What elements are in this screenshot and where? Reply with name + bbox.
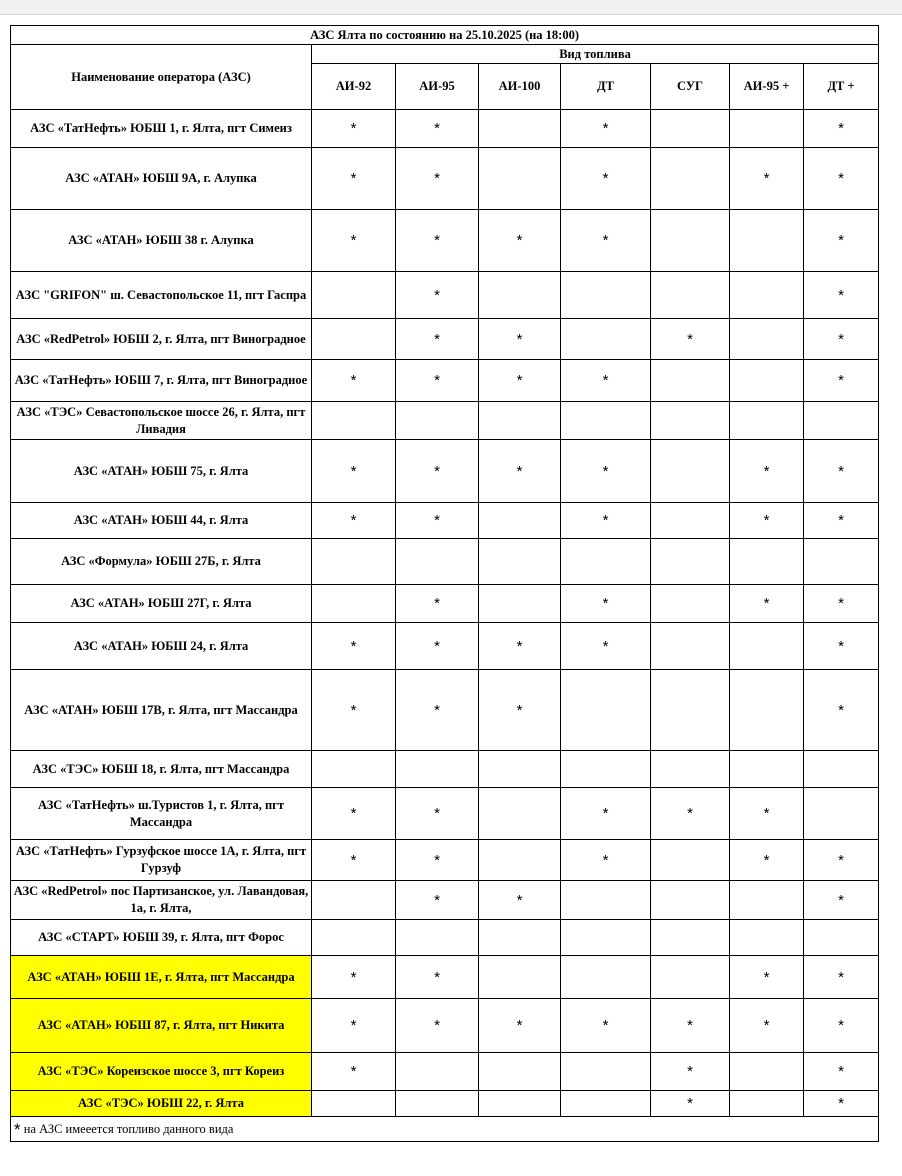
fuel-cell-dt-plus xyxy=(804,999,879,1053)
fuel-cell-ai95 xyxy=(396,623,479,670)
footnote-text: на АЗС имееется топливо данного вида xyxy=(23,1121,234,1136)
fuel-cell-dt-plus xyxy=(804,1091,879,1117)
fuel-cell-ai95 xyxy=(396,110,479,148)
availability-star-icon: * xyxy=(350,968,357,986)
station-name: АЗС "GRIFON" ш. Севастопольское 11, пгт Гаспра xyxy=(11,272,312,319)
fuel-cell-dt-plus xyxy=(804,956,879,999)
fuel-header-ai95-plus: АИ-95 + xyxy=(730,64,804,110)
fuel-cell-sug xyxy=(651,999,730,1053)
fuel-cell-ai92 xyxy=(312,1053,396,1091)
station-row xyxy=(11,272,879,319)
availability-star-icon: * xyxy=(763,170,770,187)
availability-star-icon: * xyxy=(838,170,844,187)
station-name: АЗС «АТАН» ЮБШ 87, г. Ялта, пгт Никита xyxy=(11,999,312,1053)
fuel-header-ai92: АИ-92 xyxy=(312,64,396,110)
fuel-cell-ai95 xyxy=(396,881,479,920)
station-row xyxy=(11,148,879,210)
station-name: АЗС «АТАН» ЮБШ 17В, г. Ялта, пгт Массандра xyxy=(11,670,312,751)
availability-star-icon: * xyxy=(434,968,440,986)
availability-star-icon: * xyxy=(434,851,440,869)
fuel-cell-sug xyxy=(651,360,730,402)
fuel-cell-ai95-plus xyxy=(730,210,804,272)
fuel-cell-ai95-plus xyxy=(730,440,804,503)
fuel-cell-dt xyxy=(561,110,651,148)
fuel-cell-ai92 xyxy=(312,1091,396,1117)
table-title: АЗС Ялта по состоянию на 25.10.2025 (на 18:00) xyxy=(11,26,879,45)
availability-star-icon: * xyxy=(350,637,357,655)
fuel-cell-ai92 xyxy=(312,110,396,148)
availability-star-icon: * xyxy=(434,170,440,187)
fuel-cell-ai95 xyxy=(396,1091,479,1117)
availability-star-icon: * xyxy=(838,968,844,986)
fuel-cell-ai100 xyxy=(479,110,561,148)
fuel-cell-sug xyxy=(651,788,730,840)
availability-star-icon: * xyxy=(516,462,523,480)
fuel-cell-sug xyxy=(651,1053,730,1091)
fuel-cell-ai100 xyxy=(479,956,561,999)
fuel-cell-sug xyxy=(651,751,730,788)
fuel-cell-dt xyxy=(561,840,651,881)
fuel-cell-ai100 xyxy=(479,272,561,319)
availability-star-icon: * xyxy=(434,286,440,304)
availability-star-icon: * xyxy=(434,1017,440,1034)
fuel-cell-ai95-plus xyxy=(730,881,804,920)
station-name: АЗС «СТАРТ» ЮБШ 39, г. Ялта, пгт Форос xyxy=(11,920,312,956)
browser-top-bar xyxy=(0,0,902,15)
availability-star-icon: * xyxy=(602,120,609,137)
station-row xyxy=(11,623,879,670)
availability-star-icon: * xyxy=(602,595,609,612)
fuel-cell-ai92 xyxy=(312,272,396,319)
fuel-cell-ai92 xyxy=(312,402,396,440)
fuel-cell-dt-plus xyxy=(804,920,879,956)
fuel-cell-dt-plus xyxy=(804,751,879,788)
fuel-cell-dt xyxy=(561,1053,651,1091)
fuel-cell-ai100 xyxy=(479,623,561,670)
availability-star-icon: * xyxy=(838,1063,844,1080)
fuel-cell-ai95-plus xyxy=(730,956,804,999)
fuel-cell-ai95 xyxy=(396,402,479,440)
fuel-cell-dt-plus xyxy=(804,360,879,402)
availability-star-icon: * xyxy=(350,701,357,719)
fuel-cell-dt-plus xyxy=(804,148,879,210)
fuel-cell-ai95 xyxy=(396,840,479,881)
fuel-cell-sug xyxy=(651,623,730,670)
fuel-cell-ai95-plus xyxy=(730,751,804,788)
fuel-cell-ai95-plus xyxy=(730,1091,804,1117)
availability-star-icon: * xyxy=(350,462,357,480)
fuel-cell-ai92 xyxy=(312,999,396,1053)
fuel-cell-ai95 xyxy=(396,920,479,956)
station-name: АЗС «АТАН» ЮБШ 9А, г. Алупка xyxy=(11,148,312,210)
station-name: АЗС «АТАН» ЮБШ 24, г. Ялта xyxy=(11,623,312,670)
fuel-cell-dt-plus xyxy=(804,585,879,623)
fuel-cell-dt xyxy=(561,148,651,210)
availability-star-icon: * xyxy=(350,1063,357,1080)
station-name: АЗС «ТатНефть» ЮБШ 1, г. Ялта, пгт Симеиз xyxy=(11,110,312,148)
fuel-header-sug: СУГ xyxy=(651,64,730,110)
availability-star-icon: * xyxy=(434,701,440,719)
station-name: АЗС «RedPetrol» пос Партизанское, ул. Лавандовая, 1а, г. Ялта, xyxy=(11,881,312,920)
station-row xyxy=(11,999,879,1053)
station-row xyxy=(11,881,879,920)
availability-star-icon: * xyxy=(838,330,844,348)
fuel-cell-dt-plus xyxy=(804,210,879,272)
fuel-cell-ai95-plus xyxy=(730,840,804,881)
fuel-cell-ai100 xyxy=(479,440,561,503)
fuel-cell-ai92 xyxy=(312,539,396,585)
fuel-cell-sug xyxy=(651,440,730,503)
availability-star-icon: * xyxy=(763,512,770,529)
station-name: АЗС «АТАН» ЮБШ 44, г. Ялта xyxy=(11,503,312,539)
station-name: АЗС «ТатНефть» ЮБШ 7, г. Ялта, пгт Виноградное xyxy=(11,360,312,402)
availability-star-icon: * xyxy=(763,595,770,612)
stations-body xyxy=(11,110,879,1117)
availability-star-icon: * xyxy=(516,1017,523,1034)
fuel-cell-dt xyxy=(561,402,651,440)
fuel-cell-ai100 xyxy=(479,585,561,623)
availability-star-icon: * xyxy=(687,1095,693,1112)
fuel-cell-ai95-plus xyxy=(730,402,804,440)
fuel-cell-dt xyxy=(561,920,651,956)
fuel-cell-ai100 xyxy=(479,503,561,539)
fuel-cell-ai100 xyxy=(479,788,561,840)
availability-star-icon: * xyxy=(763,1017,770,1034)
availability-star-icon: * xyxy=(602,232,609,249)
station-name: АЗС «RedPetrol» ЮБШ 2, г. Ялта, пгт Виноградное xyxy=(11,319,312,360)
availability-star-icon: * xyxy=(434,462,440,480)
fuel-cell-ai95-plus xyxy=(730,999,804,1053)
fuel-cell-ai95-plus xyxy=(730,623,804,670)
fuel-cell-sug xyxy=(651,402,730,440)
fuel-cell-ai95-plus xyxy=(730,503,804,539)
availability-star-icon: * xyxy=(516,701,523,719)
availability-star-icon: * xyxy=(516,330,523,348)
fuel-cell-dt-plus xyxy=(804,319,879,360)
fuel-cell-sug xyxy=(651,1091,730,1117)
availability-star-icon: * xyxy=(602,1017,609,1034)
fuel-cell-ai95 xyxy=(396,360,479,402)
station-row xyxy=(11,956,879,999)
availability-star-icon: * xyxy=(434,372,440,389)
station-row xyxy=(11,670,879,751)
fuel-cell-ai92 xyxy=(312,956,396,999)
fuel-cell-sug xyxy=(651,210,730,272)
fuel-cell-dt xyxy=(561,881,651,920)
footnote xyxy=(11,1117,879,1142)
fuel-cell-ai95 xyxy=(396,956,479,999)
fuel-cell-ai92 xyxy=(312,751,396,788)
fuel-cell-dt xyxy=(561,440,651,503)
fuel-cell-ai92 xyxy=(312,585,396,623)
availability-star-icon: * xyxy=(350,805,357,822)
availability-star-icon: * xyxy=(602,170,609,187)
station-row xyxy=(11,1091,879,1117)
availability-star-icon: * xyxy=(350,232,357,249)
availability-star-icon: * xyxy=(763,462,770,480)
fuel-cell-ai100 xyxy=(479,360,561,402)
station-row xyxy=(11,402,879,440)
availability-star-icon: * xyxy=(838,851,844,869)
fuel-cell-ai92 xyxy=(312,319,396,360)
station-name: АЗС «ТатНефть» ш.Туристов 1, г. Ялта, пгт Массандра xyxy=(11,788,312,840)
fuel-cell-ai95-plus xyxy=(730,360,804,402)
availability-star-icon: * xyxy=(602,851,609,869)
fuel-cell-dt xyxy=(561,503,651,539)
fuel-cell-ai95 xyxy=(396,1053,479,1091)
availability-star-icon: * xyxy=(763,805,770,822)
fuel-cell-dt xyxy=(561,956,651,999)
fuel-cell-ai95 xyxy=(396,272,479,319)
station-name: АЗС «ТЭС» ЮБШ 18, г. Ялта, пгт Массандра xyxy=(11,751,312,788)
availability-star-icon: * xyxy=(838,232,844,249)
station-name: АЗС «АТАН» ЮБШ 27Г, г. Ялта xyxy=(11,585,312,623)
fuel-cell-ai92 xyxy=(312,840,396,881)
availability-star-icon: * xyxy=(434,512,440,529)
fuel-cell-dt-plus xyxy=(804,881,879,920)
fuel-cell-dt-plus xyxy=(804,840,879,881)
fuel-cell-dt-plus xyxy=(804,272,879,319)
availability-star-icon: * xyxy=(838,372,844,389)
fuel-cell-sug xyxy=(651,503,730,539)
fuel-cell-ai95 xyxy=(396,210,479,272)
fuel-header-dt: ДТ xyxy=(561,64,651,110)
fuel-cell-dt-plus xyxy=(804,623,879,670)
station-name: АЗС «ТЭС» Кореизское шоссе 3, пгт Кореиз xyxy=(11,1053,312,1091)
fuel-cell-sug xyxy=(651,585,730,623)
fuel-cell-ai92 xyxy=(312,788,396,840)
fuel-cell-ai95-plus xyxy=(730,319,804,360)
fuel-cell-ai92 xyxy=(312,623,396,670)
fuel-cell-ai100 xyxy=(479,920,561,956)
station-name: АЗС «ТЭС» ЮБШ 22, г. Ялта xyxy=(11,1091,312,1117)
fuel-cell-ai100 xyxy=(479,148,561,210)
station-name: АЗС «АТАН» ЮБШ 1Е, г. Ялта, пгт Массандра xyxy=(11,956,312,999)
fuel-cell-ai95 xyxy=(396,999,479,1053)
fuel-cell-ai95 xyxy=(396,751,479,788)
availability-star-icon: * xyxy=(516,637,523,655)
availability-star-icon: * xyxy=(434,120,440,137)
fuel-cell-ai100 xyxy=(479,539,561,585)
station-row xyxy=(11,788,879,840)
fuel-cell-ai95 xyxy=(396,319,479,360)
availability-star-icon: * xyxy=(602,512,609,529)
fuel-cell-ai100 xyxy=(479,751,561,788)
fuel-cell-ai95 xyxy=(396,670,479,751)
fuel-cell-ai95-plus xyxy=(730,148,804,210)
fuel-cell-sug xyxy=(651,840,730,881)
fuel-cell-sug xyxy=(651,881,730,920)
fuel-cell-dt xyxy=(561,360,651,402)
footnote-star: * xyxy=(14,1119,21,1139)
fuel-cell-dt xyxy=(561,670,651,751)
fuel-cell-ai95-plus xyxy=(730,670,804,751)
station-name: АЗС «АТАН» ЮБШ 75, г. Ялта xyxy=(11,440,312,503)
availability-star-icon: * xyxy=(516,372,523,389)
availability-star-icon: * xyxy=(763,851,770,869)
fuel-cell-ai100 xyxy=(479,402,561,440)
availability-star-icon: * xyxy=(350,851,357,869)
station-row xyxy=(11,210,879,272)
fuel-cell-ai92 xyxy=(312,360,396,402)
availability-star-icon: * xyxy=(350,372,357,389)
availability-star-icon: * xyxy=(838,1017,844,1034)
fuel-cell-ai92 xyxy=(312,440,396,503)
fuel-cell-ai100 xyxy=(479,999,561,1053)
fuel-cell-ai95-plus xyxy=(730,110,804,148)
fuel-cell-sug xyxy=(651,110,730,148)
availability-star-icon: * xyxy=(434,595,440,612)
availability-star-icon: * xyxy=(350,170,357,187)
fuel-cell-ai95-plus xyxy=(730,788,804,840)
fuel-cell-dt xyxy=(561,788,651,840)
availability-star-icon: * xyxy=(838,286,844,304)
availability-star-icon: * xyxy=(434,637,440,655)
fuel-cell-ai92 xyxy=(312,148,396,210)
fuel-cell-ai95 xyxy=(396,539,479,585)
availability-star-icon: * xyxy=(350,512,357,529)
station-name: АЗС «Формула» ЮБШ 27Б, г. Ялта xyxy=(11,539,312,585)
fuel-cell-dt-plus xyxy=(804,110,879,148)
station-row xyxy=(11,440,879,503)
fuel-cell-dt-plus xyxy=(804,670,879,751)
fuel-cell-ai95 xyxy=(396,585,479,623)
fuel-cell-dt-plus xyxy=(804,788,879,840)
fuel-cell-sug xyxy=(651,272,730,319)
fuel-cell-ai95-plus xyxy=(730,920,804,956)
fuel-cell-dt-plus xyxy=(804,402,879,440)
fuel-cell-dt-plus xyxy=(804,440,879,503)
operator-column-header: Наименование оператора (АЗС) xyxy=(11,45,312,110)
fuel-cell-ai95-plus xyxy=(730,585,804,623)
fuel-cell-ai95 xyxy=(396,788,479,840)
fuel-cell-ai100 xyxy=(479,210,561,272)
fuel-cell-dt xyxy=(561,623,651,670)
fuel-cell-ai100 xyxy=(479,1053,561,1091)
availability-star-icon: * xyxy=(602,372,609,389)
fuel-cell-ai92 xyxy=(312,670,396,751)
station-row xyxy=(11,840,879,881)
availability-star-icon: * xyxy=(434,330,440,348)
station-row xyxy=(11,319,879,360)
availability-star-icon: * xyxy=(434,805,440,822)
availability-star-icon: * xyxy=(687,1063,693,1080)
station-row xyxy=(11,920,879,956)
station-row xyxy=(11,539,879,585)
availability-star-icon: * xyxy=(687,1017,693,1034)
station-name: АЗС «ТатНефть» Гурзуфское шоссе 1А, г. Ялта, пгт Гурзуф xyxy=(11,840,312,881)
fuel-cell-dt xyxy=(561,999,651,1053)
fuel-cell-sug xyxy=(651,920,730,956)
availability-star-icon: * xyxy=(838,462,844,480)
fuel-cell-ai95 xyxy=(396,148,479,210)
fuel-cell-ai92 xyxy=(312,503,396,539)
fuel-header-dt-plus: ДТ + xyxy=(804,64,879,110)
station-row xyxy=(11,751,879,788)
fuel-cell-dt xyxy=(561,272,651,319)
station-row xyxy=(11,585,879,623)
fuel-cell-dt xyxy=(561,539,651,585)
fuel-header-ai100: АИ-100 xyxy=(479,64,561,110)
availability-star-icon: * xyxy=(838,637,844,655)
availability-star-icon: * xyxy=(350,1017,357,1034)
availability-star-icon: * xyxy=(838,120,844,137)
availability-star-icon: * xyxy=(763,968,770,986)
availability-star-icon: * xyxy=(516,232,523,249)
fuel-cell-ai92 xyxy=(312,920,396,956)
fuel-header-ai95: АИ-95 xyxy=(396,64,479,110)
fuel-cell-dt xyxy=(561,319,651,360)
availability-star-icon: * xyxy=(838,595,844,612)
fuel-cell-ai92 xyxy=(312,210,396,272)
fuel-cell-sug xyxy=(651,148,730,210)
fuel-cell-sug xyxy=(651,956,730,999)
availability-star-icon: * xyxy=(838,1095,844,1112)
fuel-cell-sug xyxy=(651,319,730,360)
fuel-cell-sug xyxy=(651,539,730,585)
fuel-cell-ai100 xyxy=(479,1091,561,1117)
fuel-cell-ai100 xyxy=(479,840,561,881)
fuel-cell-ai95 xyxy=(396,440,479,503)
station-row xyxy=(11,1053,879,1091)
fuel-cell-dt xyxy=(561,1091,651,1117)
availability-star-icon: * xyxy=(602,805,609,822)
fuel-cell-ai95-plus xyxy=(730,1053,804,1091)
fuel-cell-ai100 xyxy=(479,881,561,920)
availability-star-icon: * xyxy=(602,637,609,655)
station-name: АЗС «АТАН» ЮБШ 38 г. Алупка xyxy=(11,210,312,272)
station-row xyxy=(11,503,879,539)
fuel-cell-dt xyxy=(561,585,651,623)
availability-star-icon: * xyxy=(687,805,693,822)
fuel-cell-dt-plus xyxy=(804,539,879,585)
fuel-cell-ai100 xyxy=(479,319,561,360)
availability-star-icon: * xyxy=(434,891,440,909)
station-row xyxy=(11,360,879,402)
station-name: АЗС «ТЭС» Севастопольское шоссе 26, г. Ялта, пгт Ливадия xyxy=(11,402,312,440)
station-row xyxy=(11,110,879,148)
availability-star-icon: * xyxy=(350,120,357,137)
availability-star-icon: * xyxy=(838,891,844,909)
availability-star-icon: * xyxy=(687,330,693,348)
fuel-cell-dt-plus xyxy=(804,503,879,539)
availability-star-icon: * xyxy=(602,462,609,480)
availability-star-icon: * xyxy=(516,891,523,909)
fuel-cell-ai100 xyxy=(479,670,561,751)
fuel-cell-ai95-plus xyxy=(730,272,804,319)
fuel-cell-dt xyxy=(561,751,651,788)
fuel-cell-ai92 xyxy=(312,881,396,920)
fuel-cell-ai95-plus xyxy=(730,539,804,585)
fuel-cell-sug xyxy=(651,670,730,751)
fuel-availability-table xyxy=(10,25,879,1142)
availability-star-icon: * xyxy=(838,701,844,719)
fuel-cell-ai95 xyxy=(396,503,479,539)
fuel-cell-dt xyxy=(561,210,651,272)
availability-star-icon: * xyxy=(838,512,844,529)
fuel-type-group-header: Вид топлива xyxy=(312,45,879,64)
availability-star-icon: * xyxy=(434,232,440,249)
fuel-cell-dt-plus xyxy=(804,1053,879,1091)
